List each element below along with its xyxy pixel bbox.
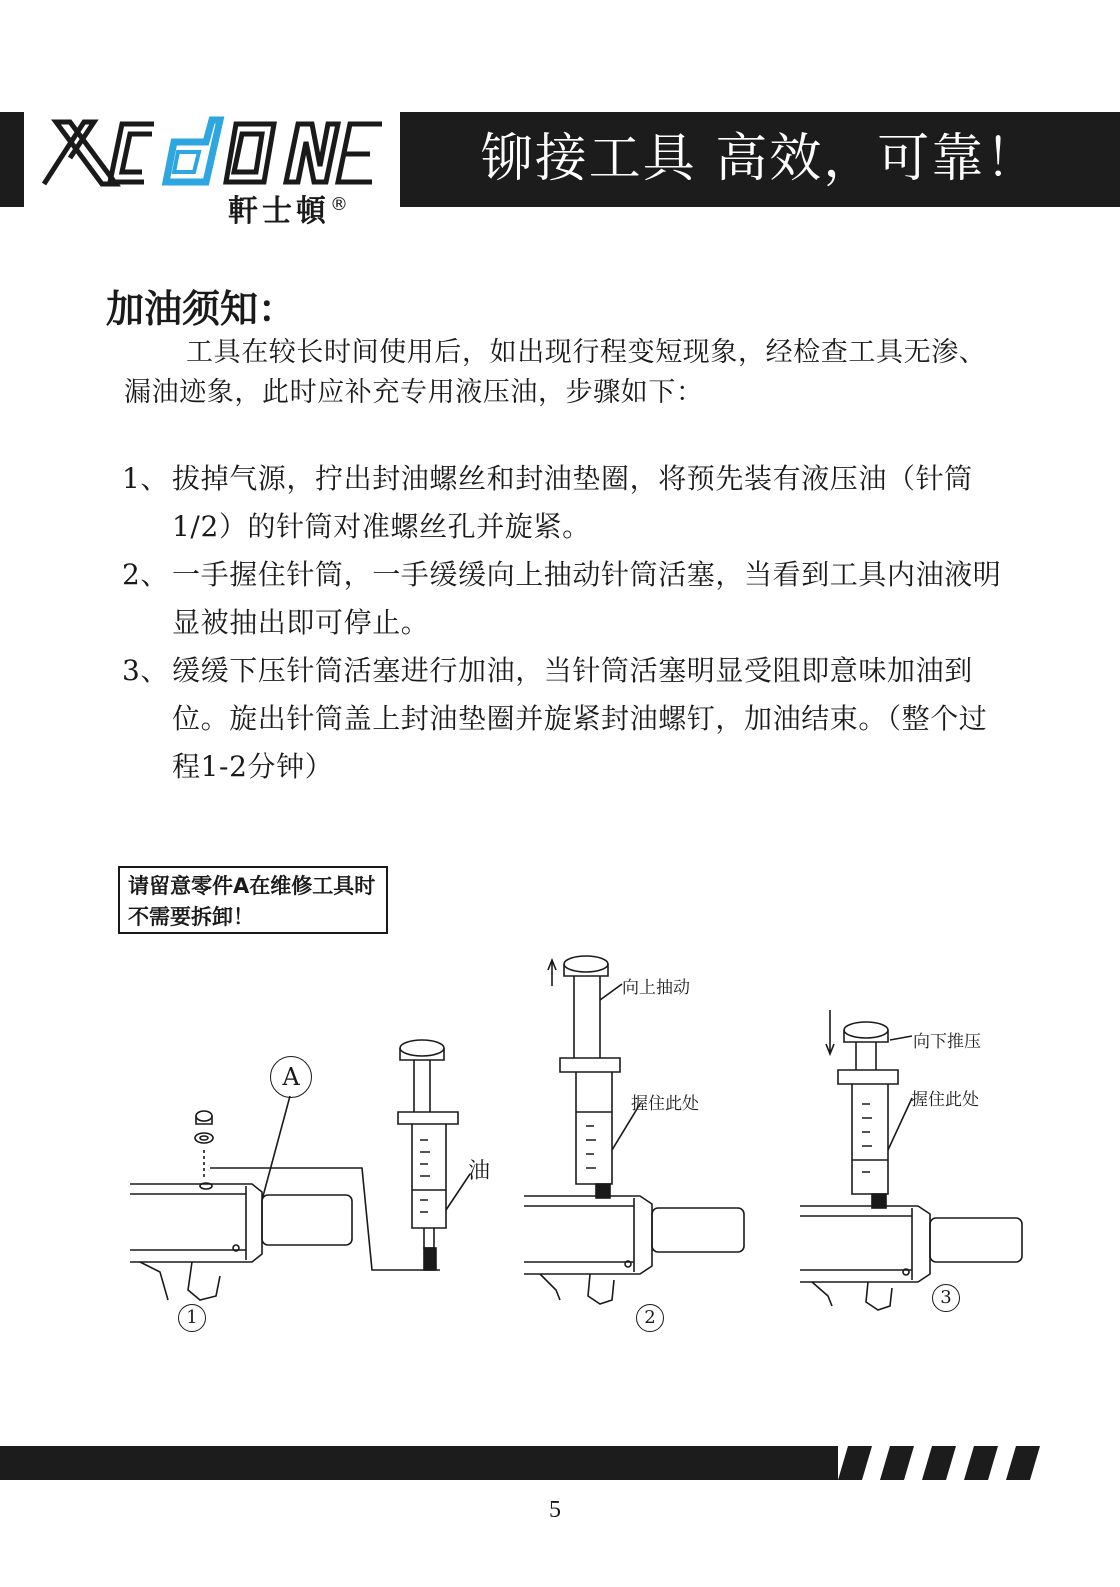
intro-paragraph: 工具在较长时间使用后，如出现行程变短现象，经检查工具无渗、漏油迹象，此时应补充专用液压油，步骤如下： xyxy=(124,337,987,408)
logo-one xyxy=(226,124,382,182)
step-number: 1、 xyxy=(122,462,170,495)
step-text: 拔掉气源，拧出封油螺丝和封油垫圈，将预先装有液压油（针筒1/2）的针筒对准螺丝孔并旋紧。 xyxy=(172,462,973,543)
tool-body-2 xyxy=(524,1196,744,1304)
step-text: 缓缓下压针筒活塞进行加油，当针筒活塞明显受阻即意味加油到位。旋出针筒盖上封油垫圈并旋紧封油螺钉，加油结束。（整个过程1-2分钟） xyxy=(172,654,988,783)
step-marker-3: 3 xyxy=(932,1284,960,1312)
step-marker-1: 1 xyxy=(178,1304,206,1332)
syringe-3 xyxy=(826,1010,912,1208)
footer-stripes xyxy=(838,1446,1120,1480)
footer-bar xyxy=(0,1446,838,1480)
step-text: 一手握住针筒，一手缓缓向上抽动针筒活塞，当看到工具内油液明显被抽出即可停止。 xyxy=(172,558,1002,639)
step-1 xyxy=(122,455,1002,551)
step-number: 2、 xyxy=(122,558,170,591)
logo-accent-d xyxy=(166,120,220,182)
push-down-label: 向下推压 xyxy=(913,1032,981,1052)
step-3 xyxy=(122,647,1002,791)
step-number: 3、 xyxy=(122,654,170,687)
syringe-1 xyxy=(398,1040,470,1270)
pull-up-label: 向上抽动 xyxy=(622,978,690,998)
brand-cn-text: 軒士頓 xyxy=(228,194,330,229)
note-line-1: 请留意零件A在维修工具时 xyxy=(128,874,376,898)
brand-chinese-name xyxy=(228,186,348,230)
tool-body-3 xyxy=(800,1206,1022,1310)
oil-label: 油 xyxy=(468,1159,491,1184)
brand-logo xyxy=(36,112,386,192)
header-left-bar xyxy=(0,112,24,207)
section-title: 加油须知： xyxy=(106,287,297,331)
steps-list xyxy=(122,455,1002,791)
note-box xyxy=(118,866,388,934)
logo-wordmark xyxy=(44,122,154,184)
step-2 xyxy=(122,551,1002,647)
grip-label-2: 握住此处 xyxy=(631,1094,699,1114)
registered-mark: ® xyxy=(330,194,348,215)
header-slogan: 铆接工具 高效，可靠！ xyxy=(480,129,1040,189)
note-line-2: 不需要拆卸！ xyxy=(128,905,254,929)
grip-label-3: 握住此处 xyxy=(911,1090,979,1110)
part-a-marker: A xyxy=(270,1056,312,1098)
page-number: 5 xyxy=(549,1497,561,1523)
step-marker-2: 2 xyxy=(636,1304,664,1332)
tool-body-1 xyxy=(130,1183,352,1300)
